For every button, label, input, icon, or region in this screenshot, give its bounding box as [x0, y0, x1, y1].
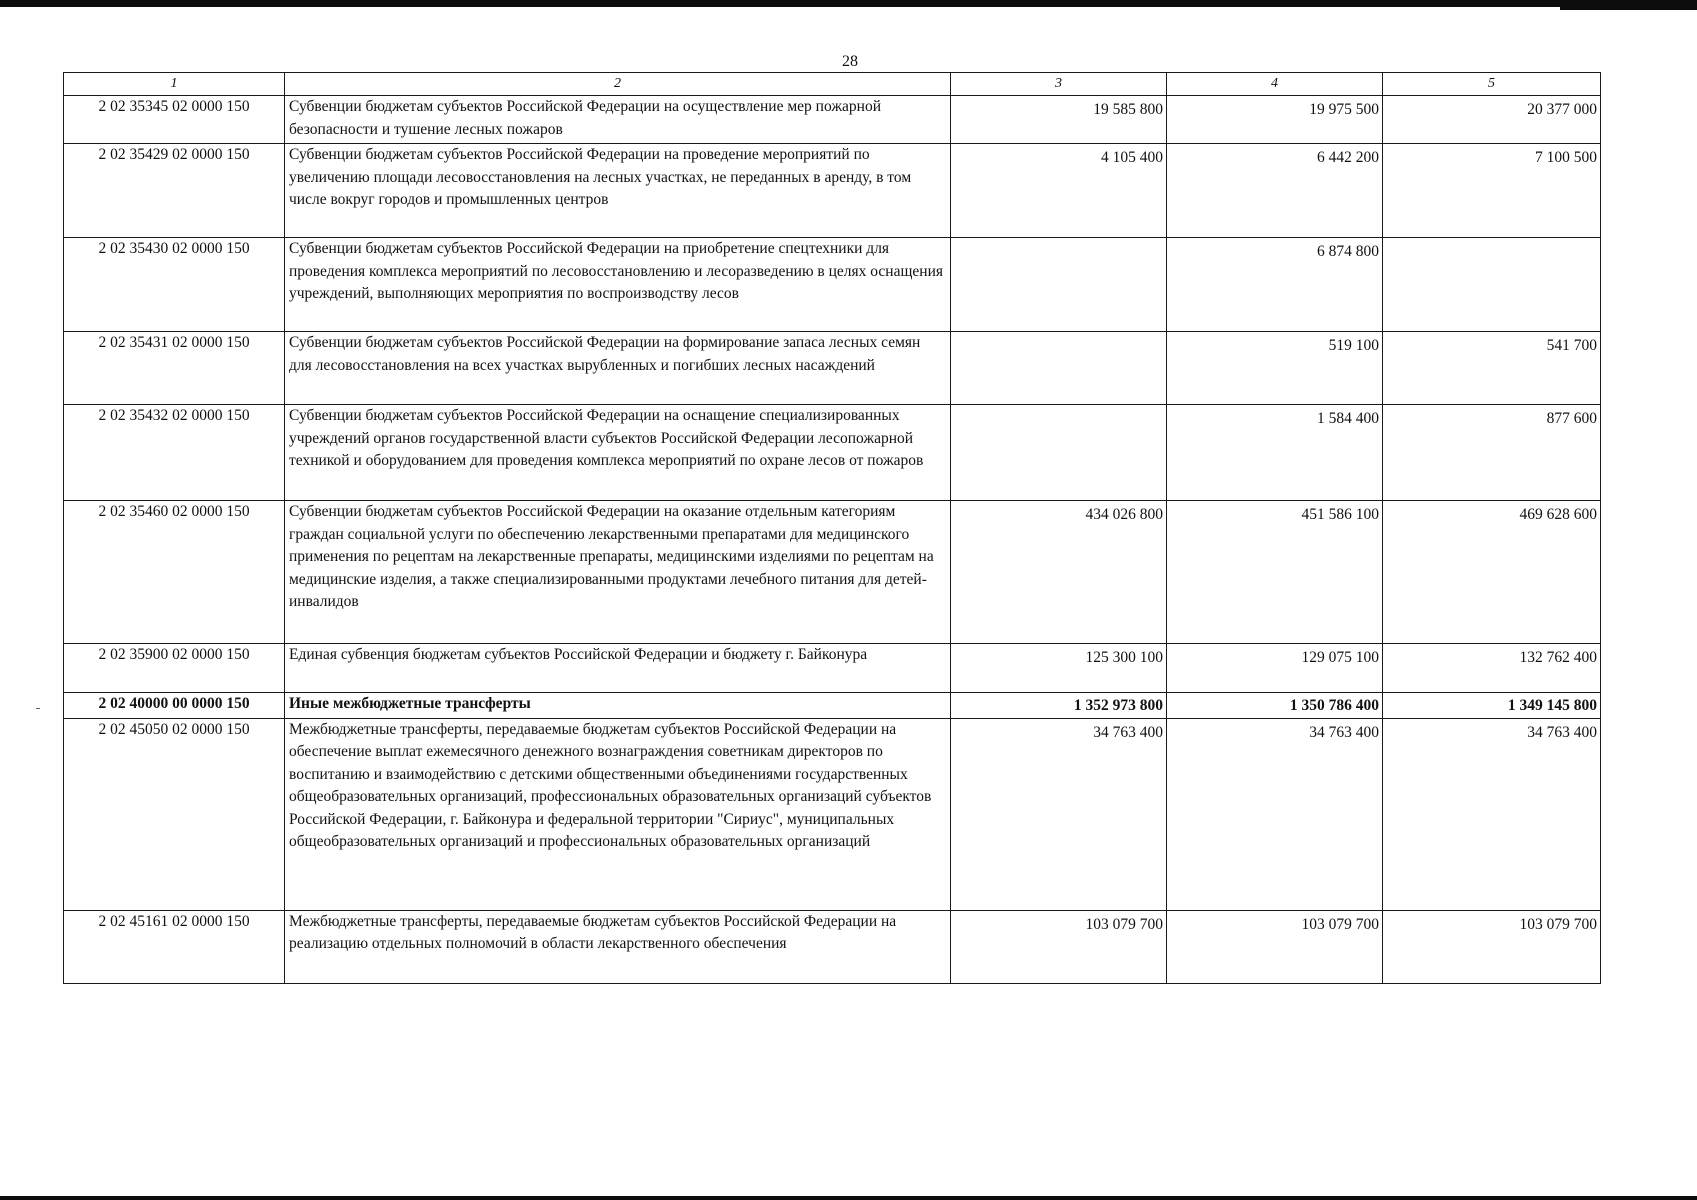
row-value-col3: 1 352 973 800 [951, 693, 1167, 719]
row-value-col5: 20 377 000 [1383, 96, 1601, 144]
page-number: 28 [842, 53, 858, 70]
row-value-col5: 132 762 400 [1383, 644, 1601, 693]
table-row [64, 96, 1601, 144]
row-value-col4: 1 584 400 [1167, 405, 1383, 501]
budget-table [63, 72, 1601, 984]
row-value-col4: 6 442 200 [1167, 144, 1383, 238]
table-row [64, 718, 1601, 910]
scan-bottom-edge [0, 1196, 1697, 1200]
row-code: 2 02 35429 02 0000 150 [64, 144, 285, 238]
row-description: Единая субвенция бюджетам субъектов Российской Федерации и бюджету г. Байконура [285, 644, 951, 693]
row-code: 2 02 35430 02 0000 150 [64, 238, 285, 332]
row-value-col3 [951, 405, 1167, 501]
row-value-col4: 19 975 500 [1167, 96, 1383, 144]
table-row [64, 910, 1601, 983]
table-row [64, 405, 1601, 501]
row-value-col5: 469 628 600 [1383, 501, 1601, 644]
row-description: Субвенции бюджетам субъектов Российской Федерации на формирование запаса лесных семян для лесовосстановления на всех участках вырубленных и погибших лесных насаждений [285, 332, 951, 405]
header-col-3: 3 [951, 73, 1167, 96]
row-value-col3: 4 105 400 [951, 144, 1167, 238]
header-col-5: 5 [1383, 73, 1601, 96]
row-value-col4: 103 079 700 [1167, 910, 1383, 983]
row-value-col5 [1383, 238, 1601, 332]
row-value-col4: 519 100 [1167, 332, 1383, 405]
table-row-subtotal [64, 693, 1601, 719]
row-value-col3: 103 079 700 [951, 910, 1167, 983]
row-value-col3: 125 300 100 [951, 644, 1167, 693]
row-value-col4: 6 874 800 [1167, 238, 1383, 332]
row-value-col3 [951, 332, 1167, 405]
row-value-col3: 34 763 400 [951, 718, 1167, 910]
row-value-col3: 434 026 800 [951, 501, 1167, 644]
header-col-2: 2 [285, 73, 951, 96]
row-code: 2 02 35900 02 0000 150 [64, 644, 285, 693]
table-row [64, 144, 1601, 238]
row-value-col4: 129 075 100 [1167, 644, 1383, 693]
row-value-col5: 877 600 [1383, 405, 1601, 501]
margin-mark [36, 708, 40, 709]
row-code: 2 02 40000 00 0000 150 [64, 693, 285, 719]
row-value-col3: 19 585 800 [951, 96, 1167, 144]
row-value-col5: 1 349 145 800 [1383, 693, 1601, 719]
row-code: 2 02 35431 02 0000 150 [64, 332, 285, 405]
row-description: Субвенции бюджетам субъектов Российской Федерации на проведение мероприятий по увеличению площади лесовосстановления на лесных участках, не переданных в аренду, в том числе вокруг городов и промышленных центров [285, 144, 951, 238]
table-row [64, 644, 1601, 693]
header-col-1: 1 [64, 73, 285, 96]
row-code: 2 02 45050 02 0000 150 [64, 718, 285, 910]
row-description: Субвенции бюджетам субъектов Российской Федерации на осуществление мер пожарной безопасности и тушение лесных пожаров [285, 96, 951, 144]
scan-top-edge-corner [1560, 0, 1697, 10]
header-col-4: 4 [1167, 73, 1383, 96]
row-description: Иные межбюджетные трансферты [285, 693, 951, 719]
row-description: Субвенции бюджетам субъектов Российской Федерации на оснащение специализированных учреждений органов государственной власти субъектов Российской Федерации лесопожарной техникой и оборудованием для проведения комплекса мероприятий по охране лесов от пожаров [285, 405, 951, 501]
row-description: Субвенции бюджетам субъектов Российской Федерации на оказание отдельным категориям граждан социальной услуги по обеспечению лекарственными препаратами для медицинского применения по рецептам на лекарственные препараты, медицинскими изделиями по рецептам на медицинские изделия, а также специализированными продуктами лечебного питания для детей-инвалидов [285, 501, 951, 644]
scan-top-edge [0, 0, 1697, 7]
row-code: 2 02 45161 02 0000 150 [64, 910, 285, 983]
header-row [64, 73, 1601, 96]
row-value-col5: 34 763 400 [1383, 718, 1601, 910]
row-description: Межбюджетные трансферты, передаваемые бюджетам субъектов Российской Федерации на обеспечение выплат ежемесячного денежного вознаграждения советникам директоров по воспитанию и взаимодействию с детскими общественными объединениями государственных общеобразовательных организаций, профессиональных образовательных организаций субъектов Российской Федерации, г. Байконура и федеральной территории "Сириус", муниципальных общеобразовательных организаций и профессиональных образовательных организаций [285, 718, 951, 910]
row-value-col5: 103 079 700 [1383, 910, 1601, 983]
row-value-col5: 541 700 [1383, 332, 1601, 405]
row-description: Субвенции бюджетам субъектов Российской Федерации на приобретение спецтехники для проведения комплекса мероприятий по лесовосстановлению и лесоразведению в целях оснащения учреждений, выполняющих мероприятия по воспроизводству лесов [285, 238, 951, 332]
table-row [64, 332, 1601, 405]
row-description: Межбюджетные трансферты, передаваемые бюджетам субъектов Российской Федерации на реализацию отдельных полномочий в области лекарственного обеспечения [285, 910, 951, 983]
row-value-col4: 34 763 400 [1167, 718, 1383, 910]
table-row [64, 238, 1601, 332]
table-row [64, 501, 1601, 644]
row-value-col3 [951, 238, 1167, 332]
row-code: 2 02 35345 02 0000 150 [64, 96, 285, 144]
row-code: 2 02 35460 02 0000 150 [64, 501, 285, 644]
row-value-col4: 1 350 786 400 [1167, 693, 1383, 719]
row-code: 2 02 35432 02 0000 150 [64, 405, 285, 501]
row-value-col4: 451 586 100 [1167, 501, 1383, 644]
row-value-col5: 7 100 500 [1383, 144, 1601, 238]
